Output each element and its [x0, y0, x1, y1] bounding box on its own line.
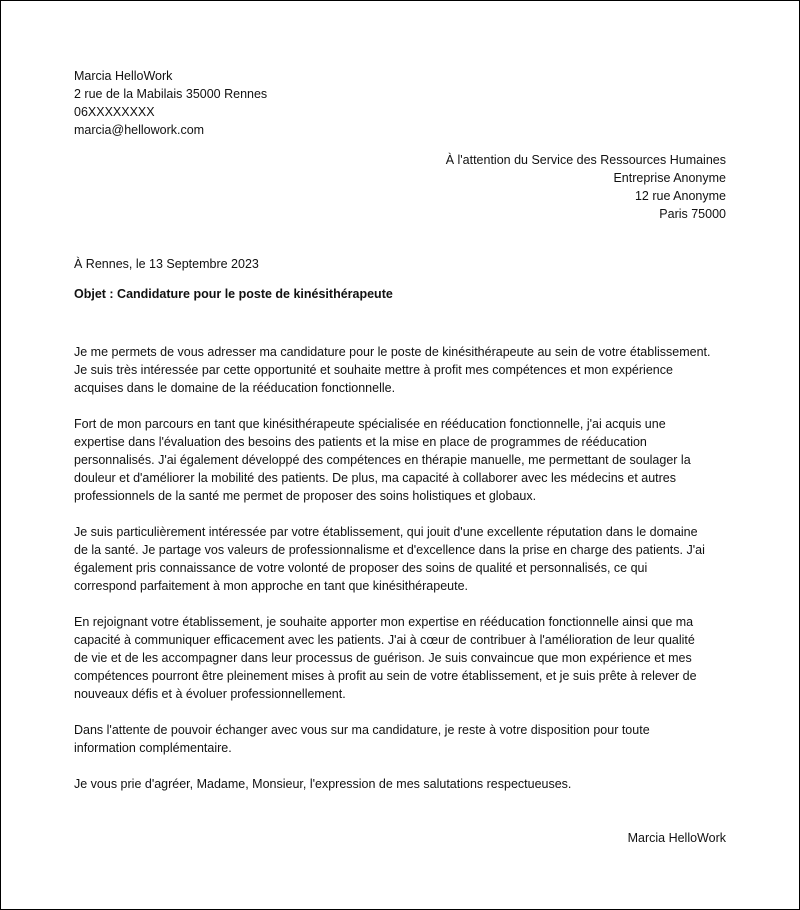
paragraph-experience	[74, 415, 734, 505]
sender-address: 2 rue de la Mabilais 35000 Rennes	[74, 87, 268, 101]
recipient-company: Entreprise Anonyme	[613, 171, 726, 185]
paragraph-line: douleur et d'améliorer la mobilité des patients. De plus, ma capacité à collaborer avec les médecins et autres	[74, 471, 677, 485]
paragraph-line: En rejoignant votre établissement, je souhaite apporter mon expertise en rééducation fonctionnelle ainsi que ma	[74, 615, 694, 629]
recipient-street: 12 rue Anonyme	[634, 189, 726, 203]
recipient-city: Paris 75000	[659, 207, 726, 221]
paragraph-line: nouveaux défis et à évoluer professionnellement.	[74, 687, 346, 701]
signature: Marcia HelloWork	[627, 831, 726, 845]
recipient-block	[446, 151, 726, 223]
paragraph-line: Fort de mon parcours en tant que kinésithérapeute spécialisée en rééducation fonctionnelle, j'ai acquis une	[74, 417, 666, 431]
sender-block	[74, 67, 267, 139]
paragraph-interest	[74, 523, 734, 595]
paragraph-line: capacité à communiquer efficacement avec les patients. J'ai à cœur de contribuer à l'amélioration de leur qualité	[74, 633, 695, 647]
paragraph-line: compétences pourront être pleinement mises à profit au sein de votre établissement, et je suis prête à relever de	[74, 669, 697, 683]
paragraph-line: Je me permets de vous adresser ma candidature pour le poste de kinésithérapeute au sein de votre établissement.	[74, 345, 711, 359]
paragraph-line: de la santé. Je partage vos valeurs de professionnalisme et d'excellence dans la prise en charge des patients. J'ai	[74, 543, 705, 557]
paragraph-line: Je vous prie d'agréer, Madame, Monsieur, l'expression de mes salutations respectueuses.	[74, 777, 572, 791]
paragraph-line: Je suis particulièrement intéressée par votre établissement, qui jouit d'une excellente réputation dans le domaine	[74, 525, 698, 539]
letter-date: À Rennes, le 13 Septembre 2023	[74, 257, 259, 271]
sender-email: marcia@hellowork.com	[74, 123, 205, 137]
paragraph-line: Dans l'attente de pouvoir échanger avec vous sur ma candidature, je reste à votre disposition pour toute	[74, 723, 650, 737]
sender-name: Marcia HelloWork	[74, 69, 173, 83]
paragraph-line: personnalisés. J'ai également développé des compétences en thérapie manuelle, me permettant de soulager la	[74, 453, 691, 467]
paragraph-line: professionnels de la santé me permet de proposer des soins holistiques et globaux.	[74, 489, 537, 503]
paragraph-contribution	[74, 613, 734, 703]
paragraph-line: également pris connaissance de votre volonté de proposer des soins de qualité et personnalisés, ce qui	[74, 561, 648, 575]
letter-subject: Objet : Candidature pour le poste de kinésithérapeute	[74, 287, 393, 301]
paragraph-line: correspond parfaitement à mon approche en tant que kinésithérapeute.	[74, 579, 469, 593]
paragraph-closing	[74, 775, 734, 793]
paragraph-availability	[74, 721, 734, 757]
paragraph-line: de vie et de les accompagner dans leur processus de guérison. Je suis convaincue que mon expérience et mes	[74, 651, 692, 665]
paragraph-line: acquises dans le domaine de la rééducation fonctionnelle.	[74, 381, 396, 395]
recipient-attention: À l'attention du Service des Ressources Humaines	[445, 153, 726, 167]
paragraph-intro	[74, 343, 734, 397]
paragraph-line: expertise dans l'évaluation des besoins des patients et la mise en place de programmes de rééducation	[74, 435, 647, 449]
paragraph-line: Je suis très intéressée par cette opportunité et souhaite mettre à profit mes compétences et mon expérience	[74, 363, 673, 377]
paragraph-line: information complémentaire.	[74, 741, 232, 755]
sender-phone: 06XXXXXXXX	[74, 105, 155, 119]
letter-body	[74, 343, 734, 811]
